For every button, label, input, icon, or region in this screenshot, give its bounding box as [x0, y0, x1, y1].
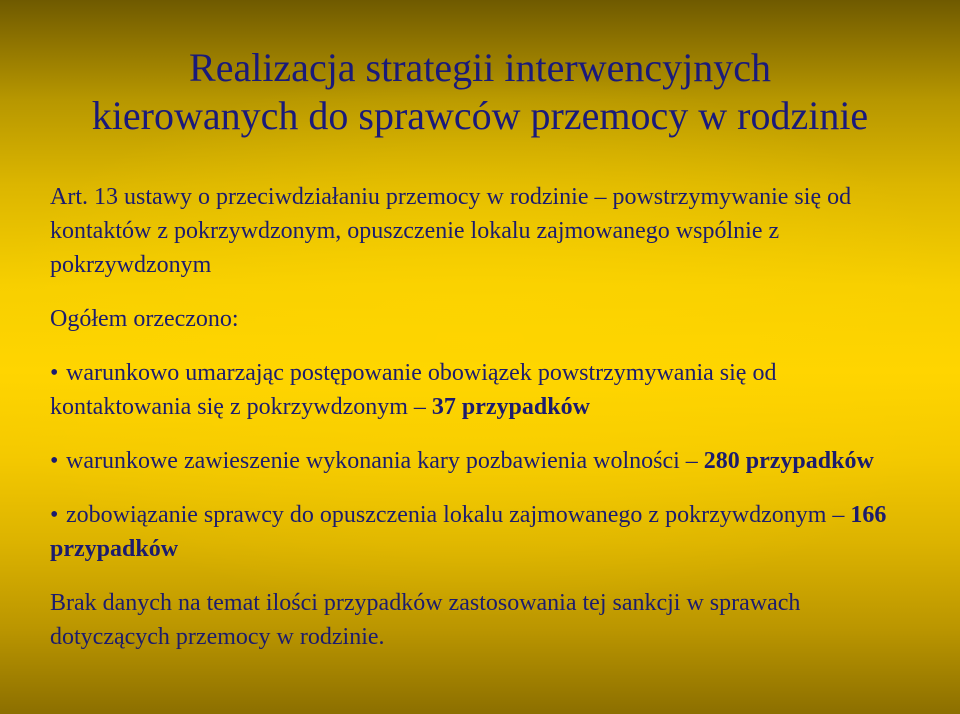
title-line-2: kierowanych do sprawców przemocy w rodzinie [91, 93, 869, 138]
bullet-text: zobowiązanie sprawcy do opuszczenia lokalu zajmowanego z pokrzywdzonym [66, 502, 827, 528]
intro-paragraph: Art. 13 ustawy o przeciwdziałaniu przemocy w rodzinie – powstrzymywanie się od kontaktów z pokrzywdzonym, opuszczenie lokalu zajmowanego wspólnie z pokrzywdzonym [50, 184, 852, 278]
bullet-icon: • [50, 360, 59, 386]
bullet-text: warunkowe zawieszenie wykonania kary pozbawienia wolności [66, 448, 680, 474]
bullet-icon: • [50, 448, 59, 474]
bullet-dash: – [826, 502, 851, 528]
bullet-text: warunkowo umarzając postępowanie obowiązek powstrzymywania się od kontaktowania się z pokrzywdzonym [50, 360, 777, 420]
summary-heading: Ogółem orzeczono: [50, 306, 239, 332]
closing-paragraph: Brak danych na temat ilości przypadków zastosowania tej sankcji w sprawach dotyczących przemocy w rodzinie. [50, 590, 801, 650]
bullet-item [50, 356, 920, 424]
title-line-1: Realizacja strategii interwencyjnych [189, 45, 771, 90]
bullet-icon: • [50, 502, 59, 528]
bullet-count: 37 przypadków [431, 394, 590, 420]
bullet-dash: – [407, 394, 432, 420]
bullet-count: 166 przypadków [50, 502, 887, 562]
bullet-item [50, 444, 920, 478]
bullet-item [50, 498, 920, 566]
slide-body [50, 180, 920, 654]
bullet-dash: – [679, 448, 704, 474]
slide-title [20, 44, 940, 140]
bullet-count: 280 przypadków [703, 448, 874, 474]
